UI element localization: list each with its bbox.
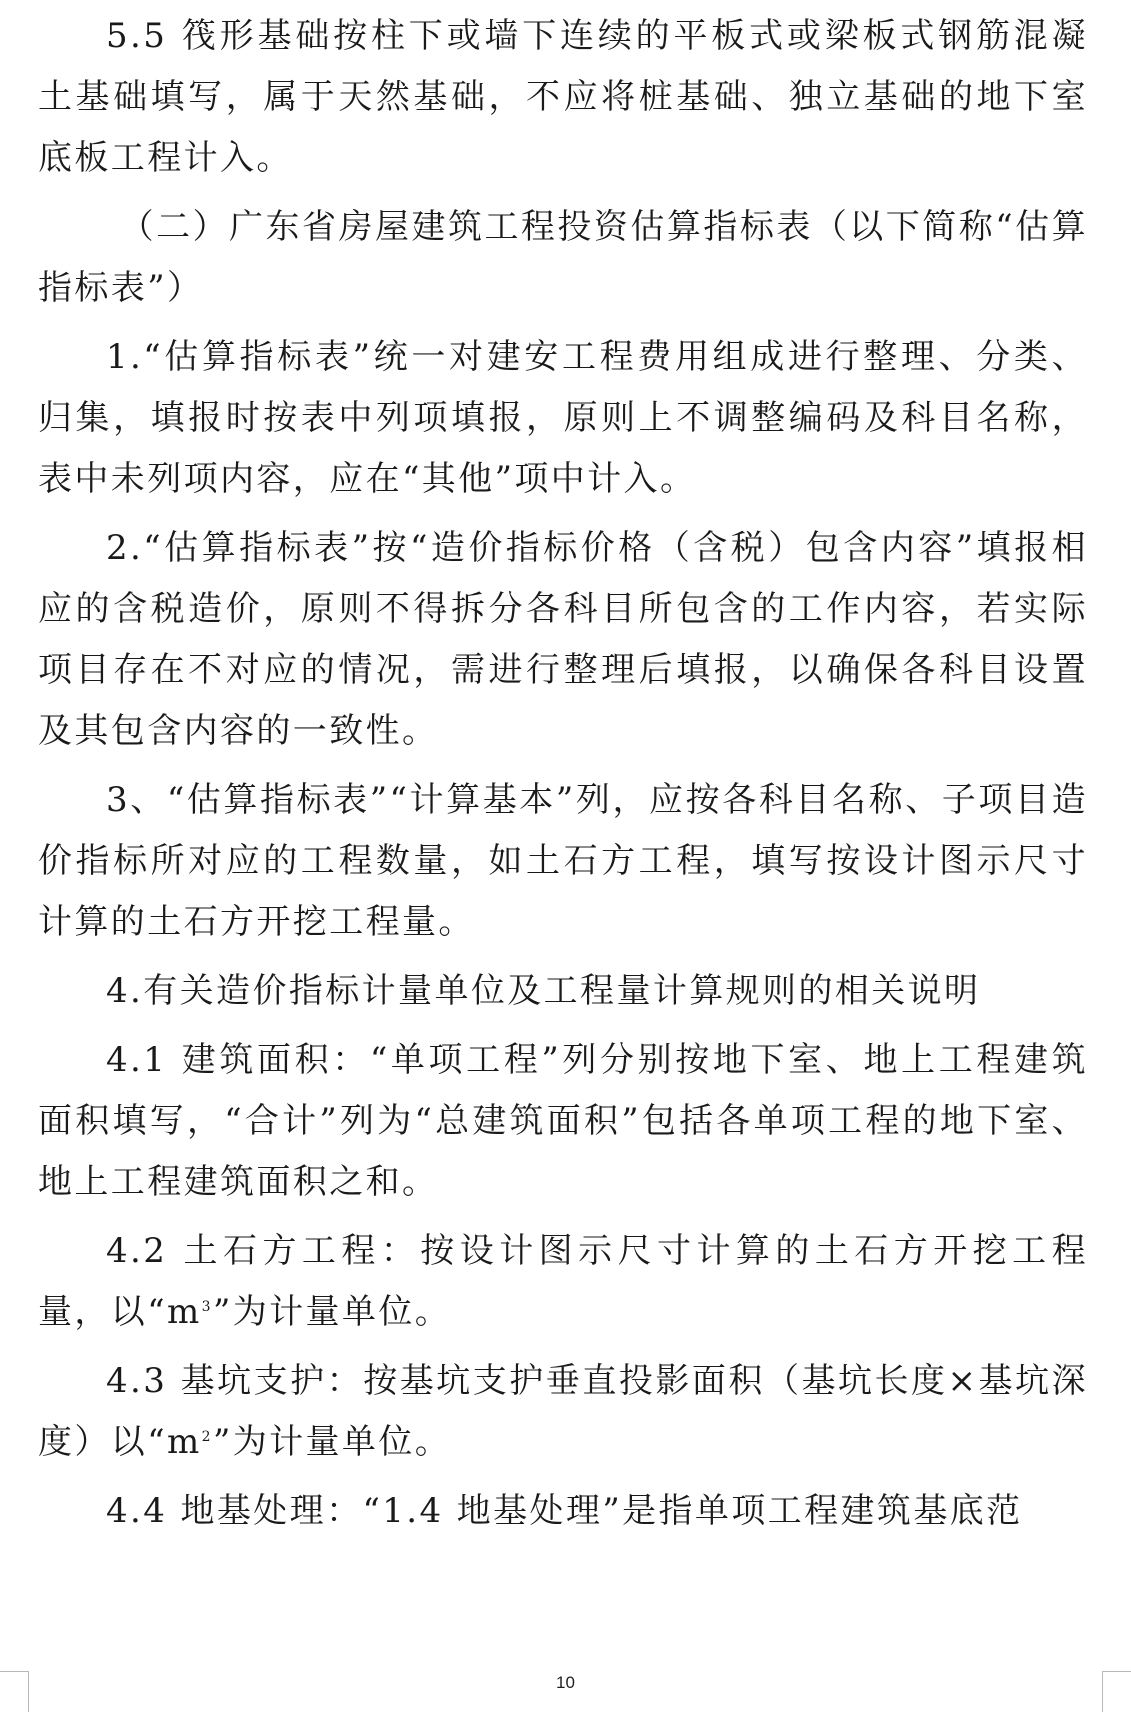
paragraph-3: 3、“估算指标表”“计算基本”列，应按各科目名称、子项目造价指标所对应的工程数量，如土石方工程，填写按设计图示尺寸计算的土石方开挖工程量。 bbox=[38, 780, 1088, 942]
paragraph-4-2-text-before: 4.2 土石方工程：按设计图示尺寸计算的土石方开挖工程量，以“m bbox=[38, 1231, 1088, 1332]
paragraph-4-3-text-before: 4.3 基坑支护：按基坑支护垂直投影面积（基坑长度×基坑深度）以“m bbox=[38, 1361, 1088, 1462]
paragraph-2: 2.“估算指标表”按“造价指标价格（含税）包含内容”填报相应的含税造价，原则不得拆分各科目所包含的工作内容，若实际项目存在不对应的情况，需进行整理后填报，以确保各科目设置及其包含内容的一致性。 bbox=[38, 528, 1088, 751]
document-body bbox=[38, 6, 1088, 1542]
paragraph-4-2-text-after: ”为计量单位。 bbox=[212, 1292, 452, 1332]
cubic-superscript: 3 bbox=[201, 1299, 213, 1315]
paragraph-4-4: 4.4 地基处理：“1.4 地基处理”是指单项工程建筑基底范 bbox=[106, 1491, 1023, 1531]
square-superscript: 2 bbox=[201, 1429, 213, 1445]
paragraph-4-1: 4.1 建筑面积：“单项工程”列分别按地下室、地上工程建筑面积填写，“合计”列为“总建筑面积”包括各单项工程的地下室、地上工程建筑面积之和。 bbox=[38, 1040, 1088, 1202]
paragraph-4-3 bbox=[38, 1351, 1088, 1473]
section-heading-2: （二）广东省房屋建筑工程投资估算指标表（以下简称“估算指标表”） bbox=[38, 207, 1088, 308]
paragraph-1: 1.“估算指标表”统一对建安工程费用组成进行整理、分类、归集，填报时按表中列项填报，原则上不调整编码及科目名称，表中未列项内容，应在“其他”项中计入。 bbox=[38, 337, 1088, 499]
paragraph-4: 4.有关造价指标计量单位及工程量计算规则的相关说明 bbox=[106, 971, 981, 1011]
paragraph-4-3-text-after: ”为计量单位。 bbox=[212, 1422, 452, 1462]
paragraph-5-5: 5.5 筏形基础按柱下或墙下连续的平板式或梁板式钢筋混凝土基础填写，属于天然基础，不应将桩基础、独立基础的地下室底板工程计入。 bbox=[38, 16, 1088, 178]
page-number: 10 bbox=[556, 1673, 575, 1692]
paragraph-4-2 bbox=[38, 1221, 1088, 1343]
